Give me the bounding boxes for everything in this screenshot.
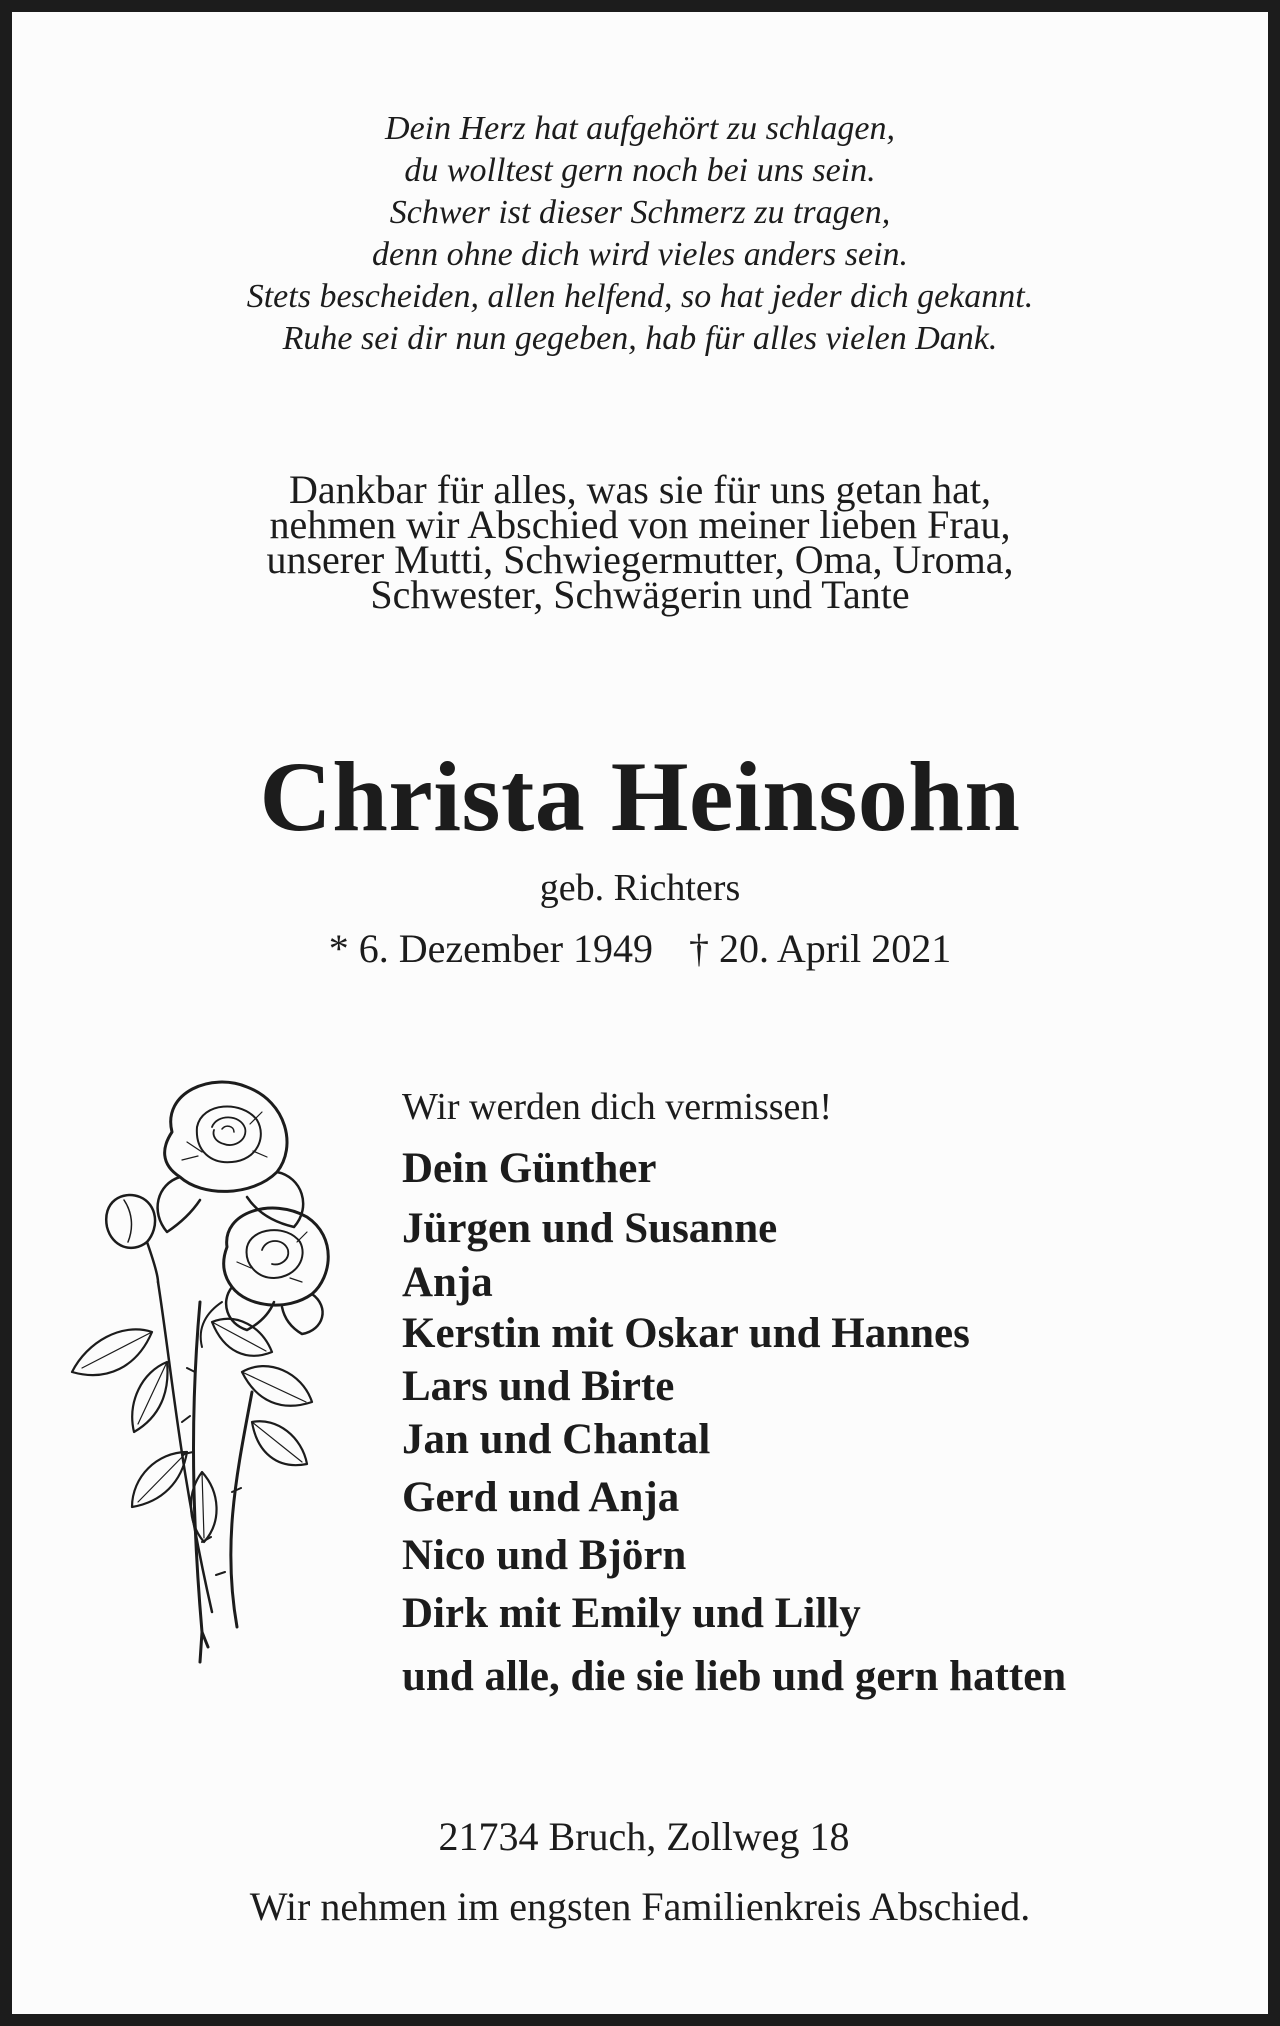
mourner-name: und alle, die sie lieb und gern hatten xyxy=(402,1653,1067,1700)
maiden-name: geb. Richters xyxy=(539,867,741,909)
mourners-intro: Wir werden dich vermissen! xyxy=(402,1086,833,1128)
family-address: 21734 Bruch, Zollweg 18 xyxy=(438,1814,850,1859)
intro-line: unserer Mutti, Schwiegermutter, Oma, Uroma, xyxy=(266,537,1014,582)
intro-line: Dankbar für alles, was sie für uns getan hat, xyxy=(289,467,991,512)
mourner-name: Lars und Birte xyxy=(402,1363,675,1410)
mourner-name: Gerd und Anja xyxy=(402,1474,680,1521)
mourner-name: Anja xyxy=(402,1259,493,1306)
poem-line: Stets bescheiden, allen helfend, so hat jeder dich gekannt. xyxy=(246,278,1034,315)
poem-line: Ruhe sei dir nun gegeben, hab für alles vielen Dank. xyxy=(282,320,998,357)
mourner-name: Jan und Chantal xyxy=(402,1416,711,1463)
intro-line: nehmen wir Abschied von meiner lieben Frau, xyxy=(269,502,1011,547)
poem-line: denn ohne dich wird vieles anders sein. xyxy=(371,236,909,273)
mourner-name: Dirk mit Emily und Lilly xyxy=(402,1590,861,1637)
closing-note: Wir nehmen im engsten Familienkreis Abschied. xyxy=(249,1884,1031,1929)
life-dates xyxy=(12,924,1268,974)
mourner-name: Jürgen und Susanne xyxy=(402,1205,778,1252)
mourners-list xyxy=(402,1076,1252,1708)
poem-line: du wolltest gern noch bei uns sein. xyxy=(404,152,876,189)
rose-illustration-icon xyxy=(62,1072,352,1672)
death-date: † 20. April 2021 xyxy=(689,926,952,971)
poem xyxy=(12,108,1268,360)
mourner-name: Kerstin mit Oskar und Hannes xyxy=(402,1310,970,1357)
mourner-name: Nico und Björn xyxy=(402,1532,687,1579)
deceased-name: Christa Heinsohn xyxy=(259,741,1021,852)
mourner-name: Dein Günther xyxy=(402,1145,657,1192)
poem-line: Dein Herz hat aufgehört zu schlagen, xyxy=(385,110,895,147)
intro-line: Schwester, Schwägerin und Tante xyxy=(370,572,910,617)
birth-date: * 6. Dezember 1949 xyxy=(328,926,654,971)
poem-line: Schwer ist dieser Schmerz zu tragen, xyxy=(389,194,891,231)
intro-text xyxy=(12,467,1268,617)
